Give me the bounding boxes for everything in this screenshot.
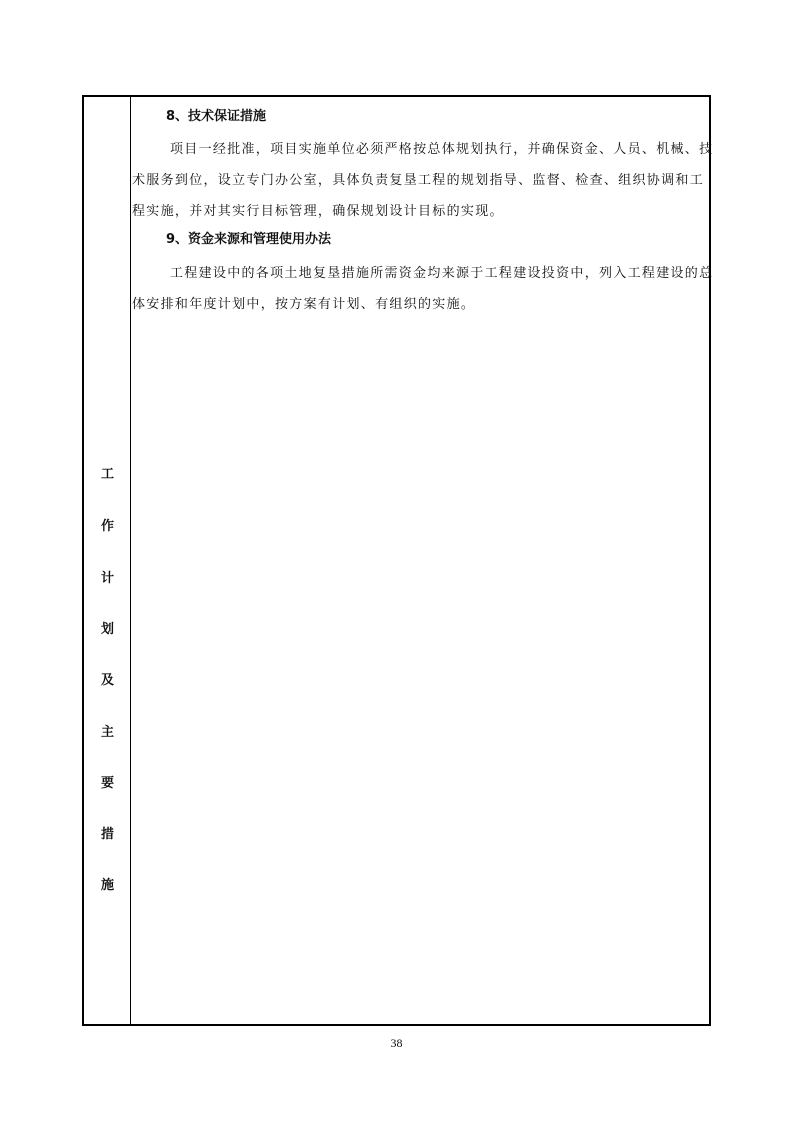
side-label-column: [84, 97, 131, 1024]
side-label-char: 计: [100, 571, 114, 586]
side-label-char: 主: [100, 725, 114, 740]
section-paragraph-funding: [132, 258, 714, 320]
page-number: 38: [390, 1036, 403, 1050]
section-heading-funding: 9、资金来源和管理使用办法: [166, 232, 332, 247]
side-label-char: 工: [100, 467, 114, 482]
content-column: [132, 97, 714, 1024]
side-label-char: 划: [100, 622, 114, 637]
paragraph-line: 体安排和年度计划中，按方案有计划、有组织的实施。: [132, 297, 476, 312]
section-heading-technical-measures: 8、技术保证措施: [166, 109, 267, 124]
side-label-char: 施: [100, 878, 114, 893]
side-label-char: 及: [100, 673, 114, 688]
paragraph-line: 工程建设中的各项土地复垦措施所需资金均来源于工程建设投资中，列入工程建设的总: [170, 266, 714, 281]
side-label-char: 作: [100, 519, 114, 534]
paragraph-line: 程实施，并对其实行目标管理，确保规划设计目标的实现。: [132, 204, 504, 219]
paragraph-line: 项目一经批准，项目实施单位必须严格按总体规划执行，并确保资金、人员、机械、技: [170, 142, 714, 157]
section-paragraph-technical-measures: [132, 134, 714, 227]
plan-measures-table: [82, 95, 714, 1026]
side-label-char: 措: [100, 827, 114, 842]
side-label-char: 要: [100, 776, 114, 791]
paragraph-line: 术服务到位，设立专门办公室，具体负责复垦工程的规划指导、监督、检查、组织协调和工: [132, 173, 705, 188]
